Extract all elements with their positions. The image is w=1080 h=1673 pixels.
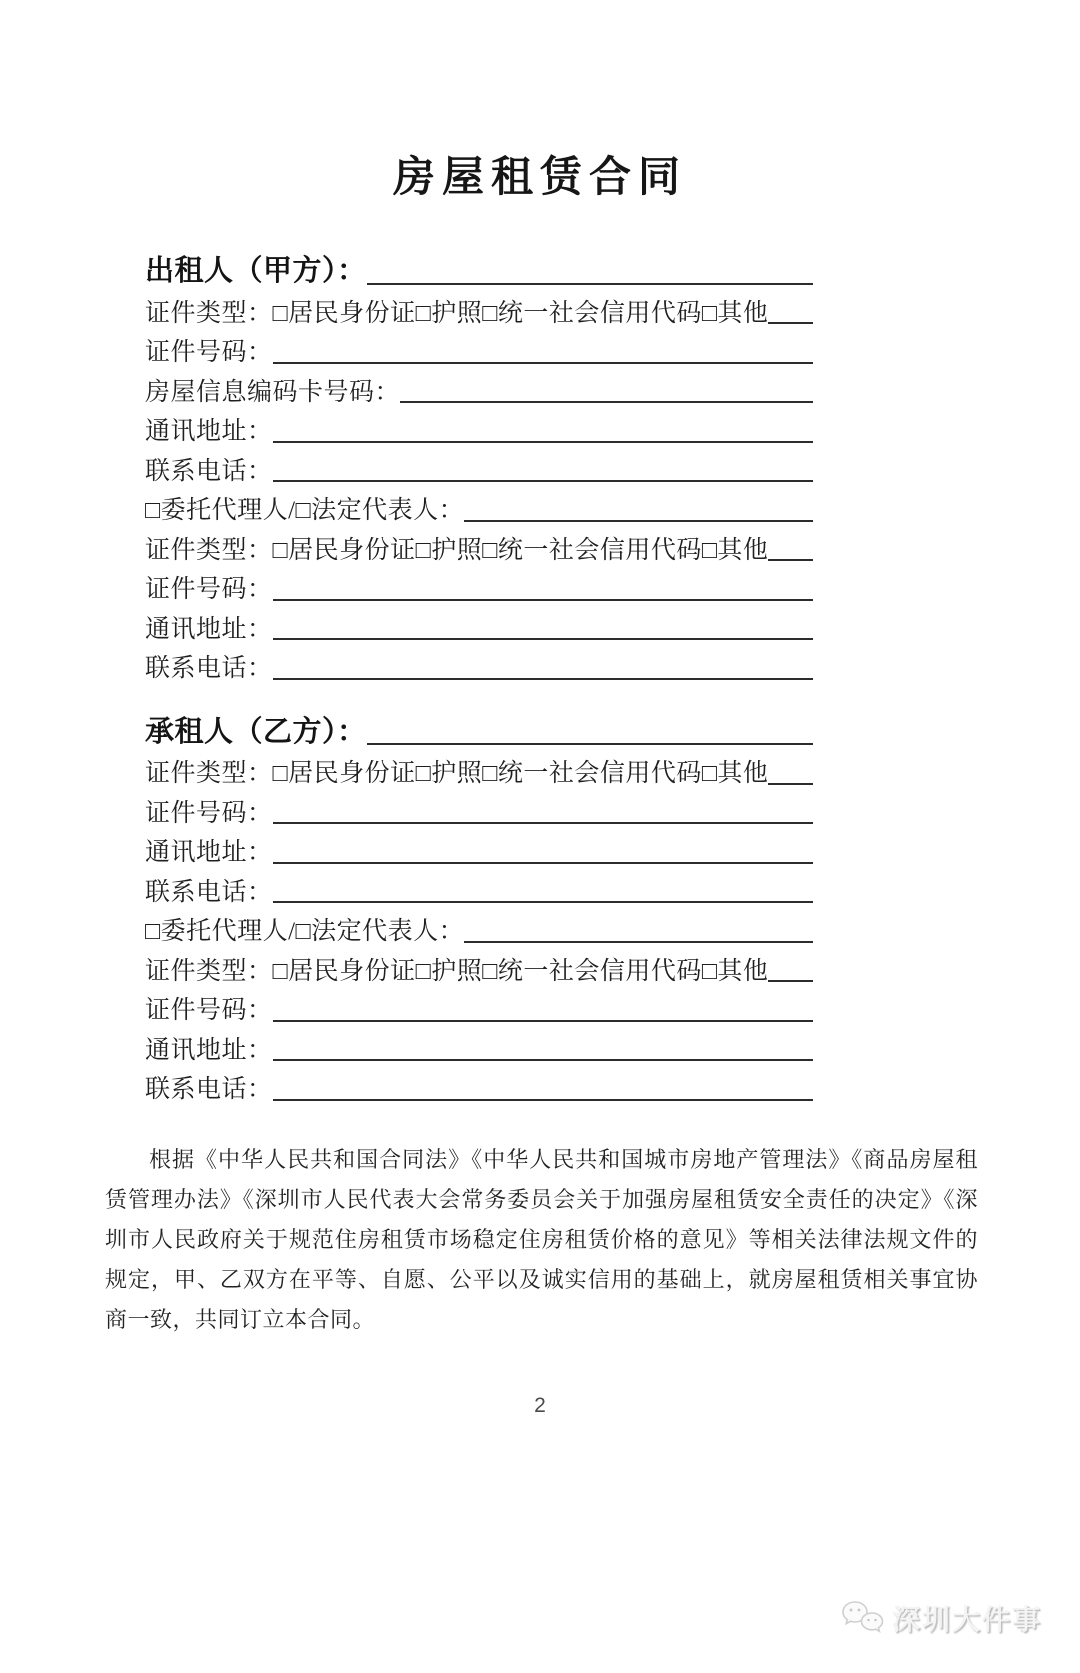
row-address: [145, 829, 813, 869]
page-number: 2: [534, 1393, 546, 1417]
row-doc-number: [145, 566, 813, 606]
field-label: 证件类型：: [145, 760, 273, 788]
field-label: 证件号码：: [145, 997, 273, 1025]
field-label: 房屋信息编码卡号码：: [145, 378, 401, 406]
blank-line: [768, 980, 813, 982]
field-label: 联系电话：: [145, 878, 273, 906]
row-doc-type: [145, 750, 813, 790]
field-label: 联系电话：: [145, 655, 273, 683]
field-label: 通讯地址：: [145, 418, 273, 446]
watermark: [841, 1598, 1042, 1638]
party-a-heading-row: [145, 250, 813, 290]
row-address: [145, 408, 813, 448]
row-doc-type: [145, 527, 813, 567]
blank-line: [768, 322, 813, 324]
blank-line: [400, 401, 813, 403]
field-label: □委托代理人/□法定代表人：: [145, 497, 465, 525]
checkbox-options: □居民身份证□护照□统一社会信用代码□其他: [272, 957, 769, 985]
row-phone: [145, 448, 813, 488]
row-phone: [145, 645, 813, 685]
blank-line: [273, 480, 813, 482]
watermark-text: 深圳大件事: [891, 1604, 1042, 1635]
row-phone: [145, 1066, 813, 1106]
blank-line: [367, 283, 813, 285]
field-label: 证件类型：: [145, 299, 273, 327]
party-a-heading: 出租人（甲方）：: [145, 255, 367, 288]
checkbox-options: □居民身份证□护照□统一社会信用代码□其他: [272, 536, 769, 564]
field-label: 证件号码：: [145, 339, 273, 367]
field-label: 证件类型：: [145, 536, 273, 564]
field-label: 通讯地址：: [145, 1036, 273, 1064]
page-title: 房屋租赁合同: [392, 155, 687, 201]
row-phone: [145, 869, 813, 909]
field-label: 通讯地址：: [145, 839, 273, 867]
blank-line: [273, 441, 813, 443]
field-label: □委托代理人/□法定代表人：: [145, 918, 465, 946]
blank-line: [464, 520, 813, 522]
blank-line: [768, 559, 813, 561]
party-b-heading: 承租人（乙方）：: [145, 715, 367, 748]
row-doc-type: [145, 290, 813, 330]
field-label: 证件类型：: [145, 957, 273, 985]
row-address: [145, 1027, 813, 1067]
row-house-code: [145, 369, 813, 409]
field-label: 证件号码：: [145, 576, 273, 604]
row-doc-number: [145, 987, 813, 1027]
blank-line: [273, 862, 813, 864]
party-a-section: [145, 250, 813, 685]
blank-line: [273, 901, 813, 903]
row-address: [145, 606, 813, 646]
blank-line: [273, 1099, 813, 1101]
checkbox-options: □居民身份证□护照□统一社会信用代码□其他: [272, 760, 769, 788]
row-agent: [145, 908, 813, 948]
blank-line: [273, 822, 813, 824]
field-label: 联系电话：: [145, 1076, 273, 1104]
legal-clause: 根据《中华人民共和国合同法》《中华人民共和国城市房地产管理法》《商品房屋租赁管理办法》《深圳市人民代表大会常务委员会关于加强房屋租赁安全责任的决定》《深圳市人民政府关于规范住房租赁市场稳定住房租赁价格的意见》等相关法律法规文件的规定，甲、乙双方在平等、自愿、公平以及诚实信用的基础上，就房屋租赁相关事宜协商一致，共同订立本合同。: [105, 1146, 978, 1332]
blank-line: [367, 743, 813, 745]
checkbox-options: □居民身份证□护照□统一社会信用代码□其他: [272, 299, 769, 327]
wechat-bubbles-icon: [841, 1599, 885, 1637]
blank-line: [464, 941, 813, 943]
blank-line: [273, 362, 813, 364]
row-doc-type: [145, 948, 813, 988]
blank-line: [768, 783, 813, 785]
row-doc-number: [145, 790, 813, 830]
blank-line: [273, 1020, 813, 1022]
blank-line: [273, 599, 813, 601]
blank-line: [273, 638, 813, 640]
blank-line: [273, 678, 813, 680]
row-doc-number: [145, 329, 813, 369]
blank-line: [273, 1059, 813, 1061]
field-label: 证件号码：: [145, 799, 273, 827]
field-label: 联系电话：: [145, 457, 273, 485]
row-agent: [145, 487, 813, 527]
party-b-heading-row: [145, 711, 813, 751]
party-b-section: [145, 711, 813, 1106]
field-label: 通讯地址：: [145, 615, 273, 643]
